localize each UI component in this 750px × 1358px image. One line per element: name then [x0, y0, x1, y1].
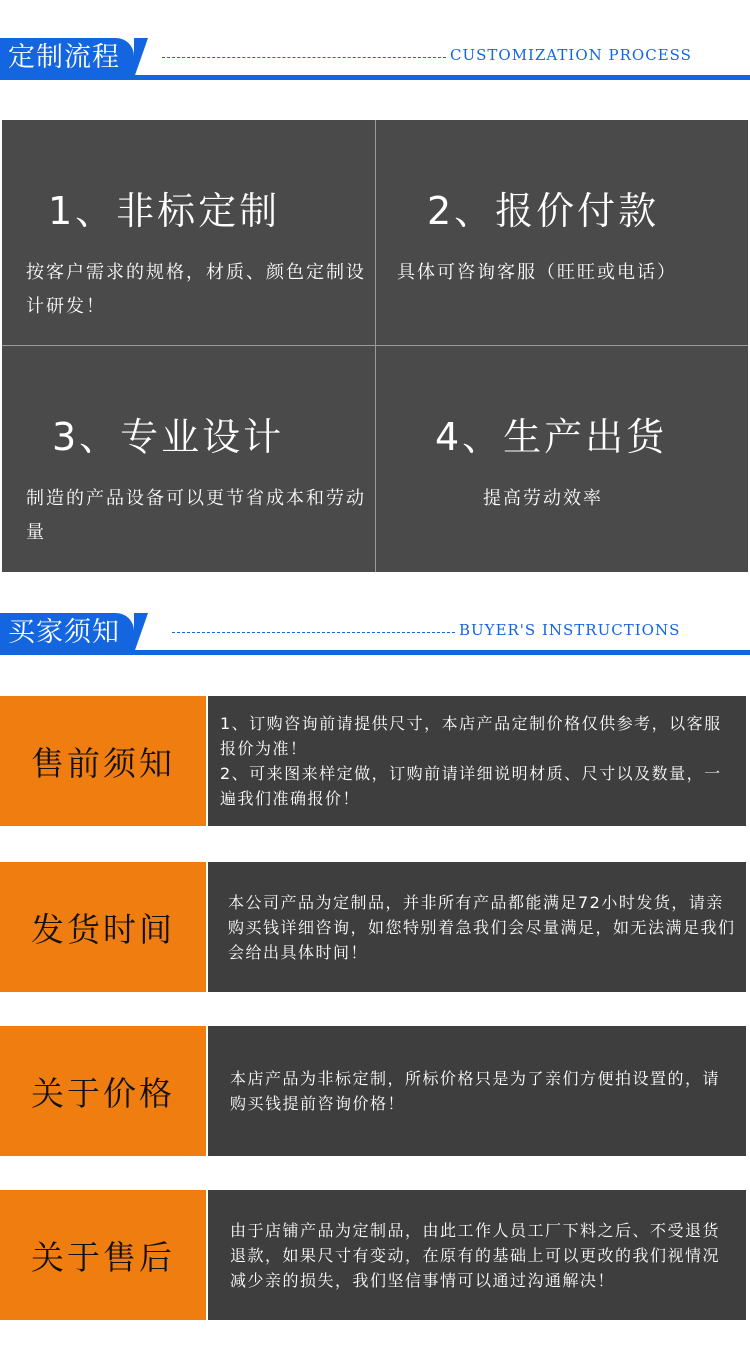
notice-text: 本店产品为非标定制，所标价格只是为了亲们方便拍设置的，请购买钱提前咨询价格！ [230, 1069, 721, 1113]
notice-aftersale [0, 1190, 746, 1320]
step-description: 制造的产品设备可以更节省成本和劳动量 [26, 488, 366, 543]
process-step-2 [375, 120, 748, 346]
step-description: 具体可咨询客服（旺旺或电话） [397, 262, 677, 283]
header-dashed-line [162, 57, 446, 58]
process-grid [2, 120, 748, 572]
step-title: 1、非标定制 [48, 189, 281, 233]
grid-divider-horizontal [2, 345, 748, 346]
buyer-section-header [0, 613, 750, 653]
notice-pricing [0, 1026, 746, 1156]
step-title: 2、报价付款 [427, 189, 660, 233]
notice-text: 1、订购咨询前请提供尺寸，本店产品定制价格仅供参考，以客服报价为准！ 2、可来图来样定做，订购前请详细说明材质、尺寸以及数量，一遍我们准确报价！ [220, 714, 722, 808]
process-section-title: 定制流程 [0, 38, 134, 78]
step-title: 4、生产出货 [435, 415, 668, 459]
notice-body [208, 1026, 746, 1156]
notice-body [208, 1190, 746, 1320]
notice-label: 关于售后 [0, 1190, 206, 1320]
process-step-4 [375, 346, 748, 572]
notice-label: 关于价格 [0, 1026, 206, 1156]
step-description: 按客户需求的规格，材质、颜色定制设计研发！ [26, 262, 366, 317]
step-title: 3、专业设计 [52, 415, 285, 459]
process-step-3 [2, 346, 375, 572]
buyer-section-title: 买家须知 [0, 613, 134, 653]
header-dashed-line [172, 632, 455, 633]
notice-text: 本公司产品为定制品，并非所有产品都能满足72小时发货，请亲购买钱详细咨询，如您特别着急我们会尽量满足，如无法满足我们会给出具体时间！ [228, 892, 736, 962]
step-description: 提高劳动效率 [483, 488, 603, 509]
process-section-subtitle: CUSTOMIZATION PROCESS [450, 46, 692, 64]
process-step-1 [2, 120, 375, 346]
notice-text: 由于店铺产品为定制品，由此工作人员工厂下料之后、不受退货退款，如果尺寸有变动，在原有的基础上可以更改的我们视情况减少亲的损失，我们坚信事情可以通过沟通解决！ [230, 1220, 721, 1290]
grid-divider-vertical [375, 120, 376, 572]
notice-body [208, 862, 746, 992]
process-section-header [0, 38, 750, 78]
notice-body [208, 696, 746, 826]
notice-label: 发货时间 [0, 862, 206, 992]
notice-presale [0, 696, 746, 826]
notice-label: 售前须知 [0, 696, 206, 826]
buyer-section-subtitle: BUYER'S INSTRUCTIONS [459, 621, 681, 639]
notice-shipping [0, 862, 746, 992]
